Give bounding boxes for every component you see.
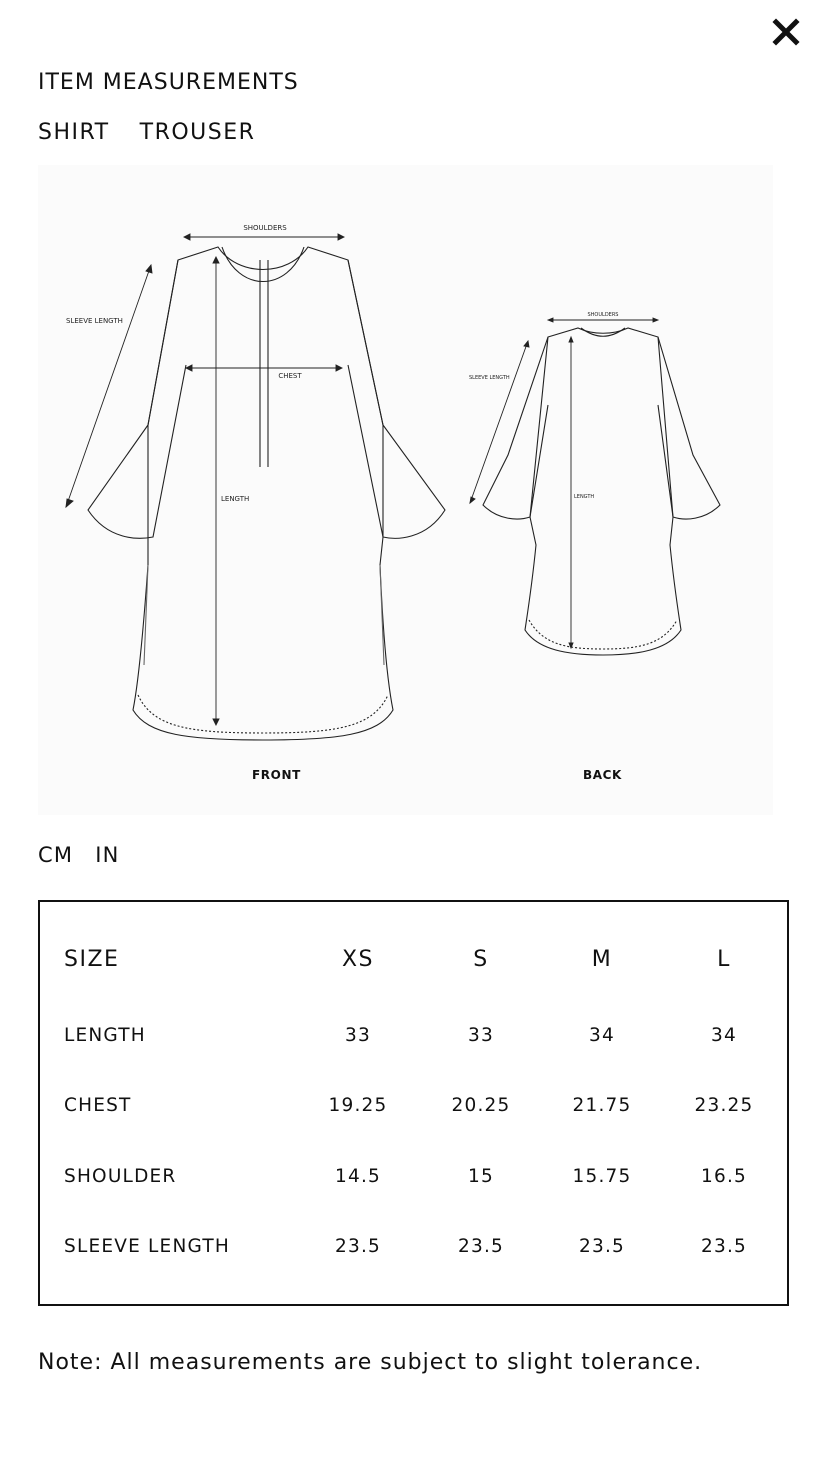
table-row [40, 1157, 787, 1197]
header-xs: XS [341, 947, 375, 972]
table-row [40, 1016, 787, 1056]
table-cell: 33 [468, 1025, 494, 1046]
table-cell: 33 [345, 1025, 371, 1046]
table-cell: 19.25 [328, 1095, 388, 1116]
header-l: L [717, 947, 731, 972]
table-cell: 23.5 [458, 1236, 504, 1257]
tolerance-note: Note: All measurements are subject to slight tolerance. [38, 1350, 703, 1375]
row-label: SLEEVE LENGTH [64, 1236, 230, 1257]
size-table [38, 900, 789, 1306]
front-length-label: LENGTH [221, 495, 250, 503]
table-cell: 34 [589, 1025, 615, 1046]
close-icon [772, 18, 800, 46]
garment-illustration [38, 165, 773, 815]
table-cell: 16.5 [701, 1166, 747, 1187]
table-header-row [40, 940, 787, 980]
header-size: SIZE [64, 947, 120, 972]
back-sleeve-length-label: SLEEVE LENGTH [469, 375, 510, 381]
table-row [40, 1086, 787, 1126]
back-shoulders-label: SHOULDERS [587, 312, 619, 318]
front-chest-label: CHEST [278, 372, 302, 380]
measurement-diagram [38, 165, 773, 815]
table-cell: 23.25 [694, 1095, 754, 1116]
header-m: M [591, 947, 613, 972]
unit-cm[interactable]: CM [38, 843, 74, 867]
tab-trouser[interactable]: TROUSER [139, 120, 256, 145]
table-cell: 15 [468, 1166, 494, 1187]
unit-toggle [38, 843, 120, 867]
front-view-label: FRONT [252, 768, 301, 782]
table-cell: 15.75 [572, 1166, 632, 1187]
tab-shirt[interactable]: SHIRT [38, 120, 110, 145]
close-button[interactable] [768, 14, 804, 50]
header-s: S [473, 947, 489, 972]
table-cell: 23.5 [335, 1236, 381, 1257]
back-view-label: BACK [583, 768, 622, 782]
garment-tabs [38, 120, 255, 145]
table-cell: 20.25 [451, 1095, 511, 1116]
front-shoulders-label: SHOULDERS [243, 224, 287, 232]
table-cell: 21.75 [572, 1095, 632, 1116]
row-label: SHOULDER [64, 1166, 177, 1187]
front-sleeve-length-label: SLEEVE LENGTH [66, 317, 123, 325]
table-cell: 23.5 [701, 1236, 747, 1257]
table-cell: 14.5 [335, 1166, 381, 1187]
back-length-label: LENGTH [574, 494, 595, 500]
table-cell: 34 [711, 1025, 737, 1046]
table-row [40, 1227, 787, 1267]
row-label: LENGTH [64, 1025, 146, 1046]
unit-in[interactable]: IN [95, 843, 120, 867]
row-label: CHEST [64, 1095, 132, 1116]
table-cell: 23.5 [579, 1236, 625, 1257]
modal-title: ITEM MEASUREMENTS [38, 70, 299, 95]
